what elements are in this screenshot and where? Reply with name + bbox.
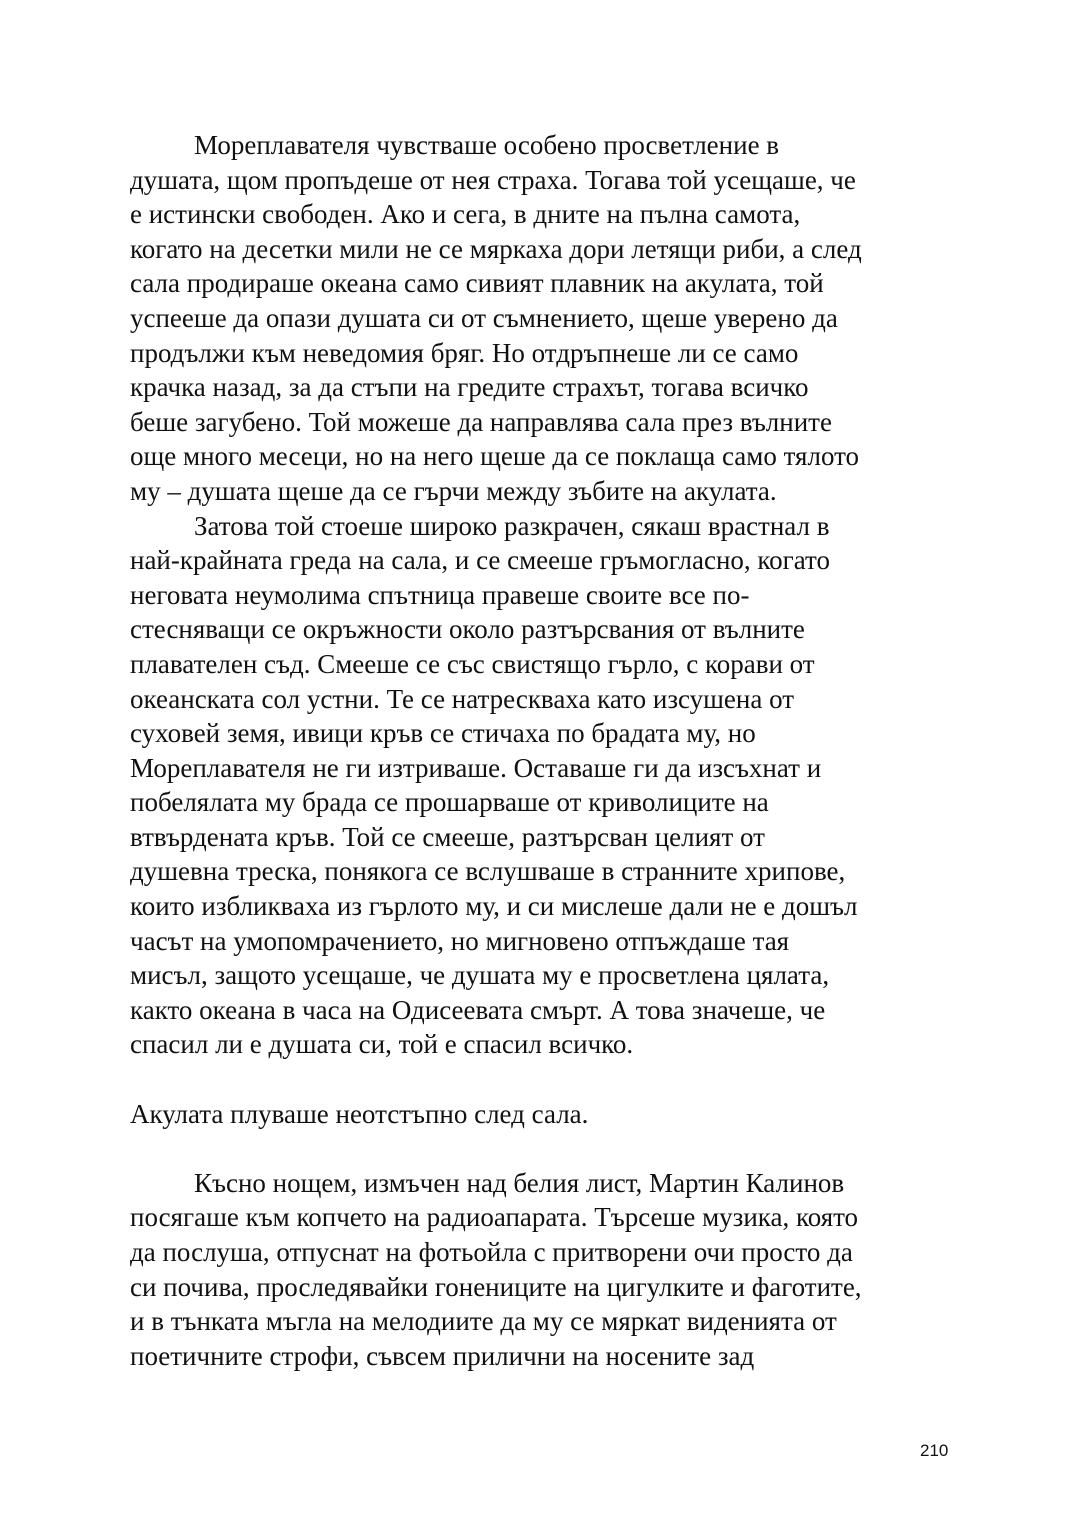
text-line: сала продираше океана само сивият плавник на акулата, той [130,268,824,299]
text-line: стесняващи се окръжности около разтърсвания от вълните [130,614,805,645]
text-line: душевна треска, понякога се вслушваше в странните хрипове, [130,856,846,887]
text-line: си почива, проследявайки гонениците на цигулките и фаготите, [130,1271,862,1302]
text-line: спасил ли е душата си, той е спасил всичко. [130,1029,634,1060]
text-line: да послуша, отпуснат на фотьойла с притворени очи просто да [130,1237,853,1267]
text-line: втвърдената кръв. Той се смееше, разтърсван целият от [130,821,765,852]
text-line: продължи към неведомия бряг. Но отдръпнеше ли се само [130,337,799,368]
text-line: и в тънката мъгла на мелодиите да му се мяркат виденията от [130,1306,837,1337]
text-line: Късно нощем, измъчен над белия лист, Мартин Калинов [194,1167,845,1198]
text-line: както океана в часа на Одисеевата смърт. А това значеше, че [130,994,826,1025]
text-line: часът на умопомрачението, но мигновено отпъждаше тая [130,925,790,956]
text-line: беше загубено. Той можеше да направлява сала през вълните [130,406,832,437]
page-number: 210 [920,1441,949,1460]
paragraph-gap [130,1062,960,1097]
text-line: успееше да опази душата си от съмнението, щеше уверено да [130,302,838,333]
text-line: още много месеци, но на него щеше да се поклаща само тялото [130,441,860,472]
text-line: Акулата плуваше неотстъпно след сала. [130,1098,589,1129]
text-line: мисъл, защото усещаше, че душата му е просветлена цялата, [130,960,830,991]
text-line: поетичните строфи, съвсем прилични на носените зад [130,1340,755,1371]
text-line: крачка назад, за да стъпи на гредите страхът, тогава всичко [130,372,809,403]
text-line: му – душата щеше да се гърчи между зъбите на акулата. [130,475,777,506]
text-line: Мореплавателя не ги изтриваше. Оставаше ги да изсъхнат и [130,752,822,783]
paragraph-gap [130,1131,960,1166]
text-line: когато на десетки мили не се мяркаха дори летящи риби, а след [130,233,862,264]
text-line: най-крайната греда на сала, и се смееше гръмогласно, когато [130,545,830,576]
text-line: плавателен съд. Смееше се със свистящо гърло, с корави от [130,648,815,679]
text-line: океанската сол устни. Те се натрескваха като изсушена от [130,683,795,714]
text-line: е истински свободен. Ако и сега, в дните на пълна самота, [130,199,801,230]
body-text [130,128,960,1373]
text-line: душата, щом пропъдеше от нея страха. Тогава той усещаше, че [130,164,856,195]
text-line: които избликваха из гърлото му, и си мислеше дали не е дошъл [130,891,858,922]
text-line: неговата неумолима спътница правеше своите все по- [130,579,750,610]
text-line: суховей земя, ивици кръв се стичаха по брадата му, но [130,718,756,749]
text-line: Затова той стоеше широко разкрачен, сякаш врастнал в [194,510,830,541]
text-line: Мореплавателя чувстваше особено просветление в [194,130,780,160]
text-line: посягаше към копчето на радиоапарата. Търсеше музика, която [130,1202,859,1233]
text-line: побелялата му брада се прошарваше от криволиците на [130,787,769,818]
